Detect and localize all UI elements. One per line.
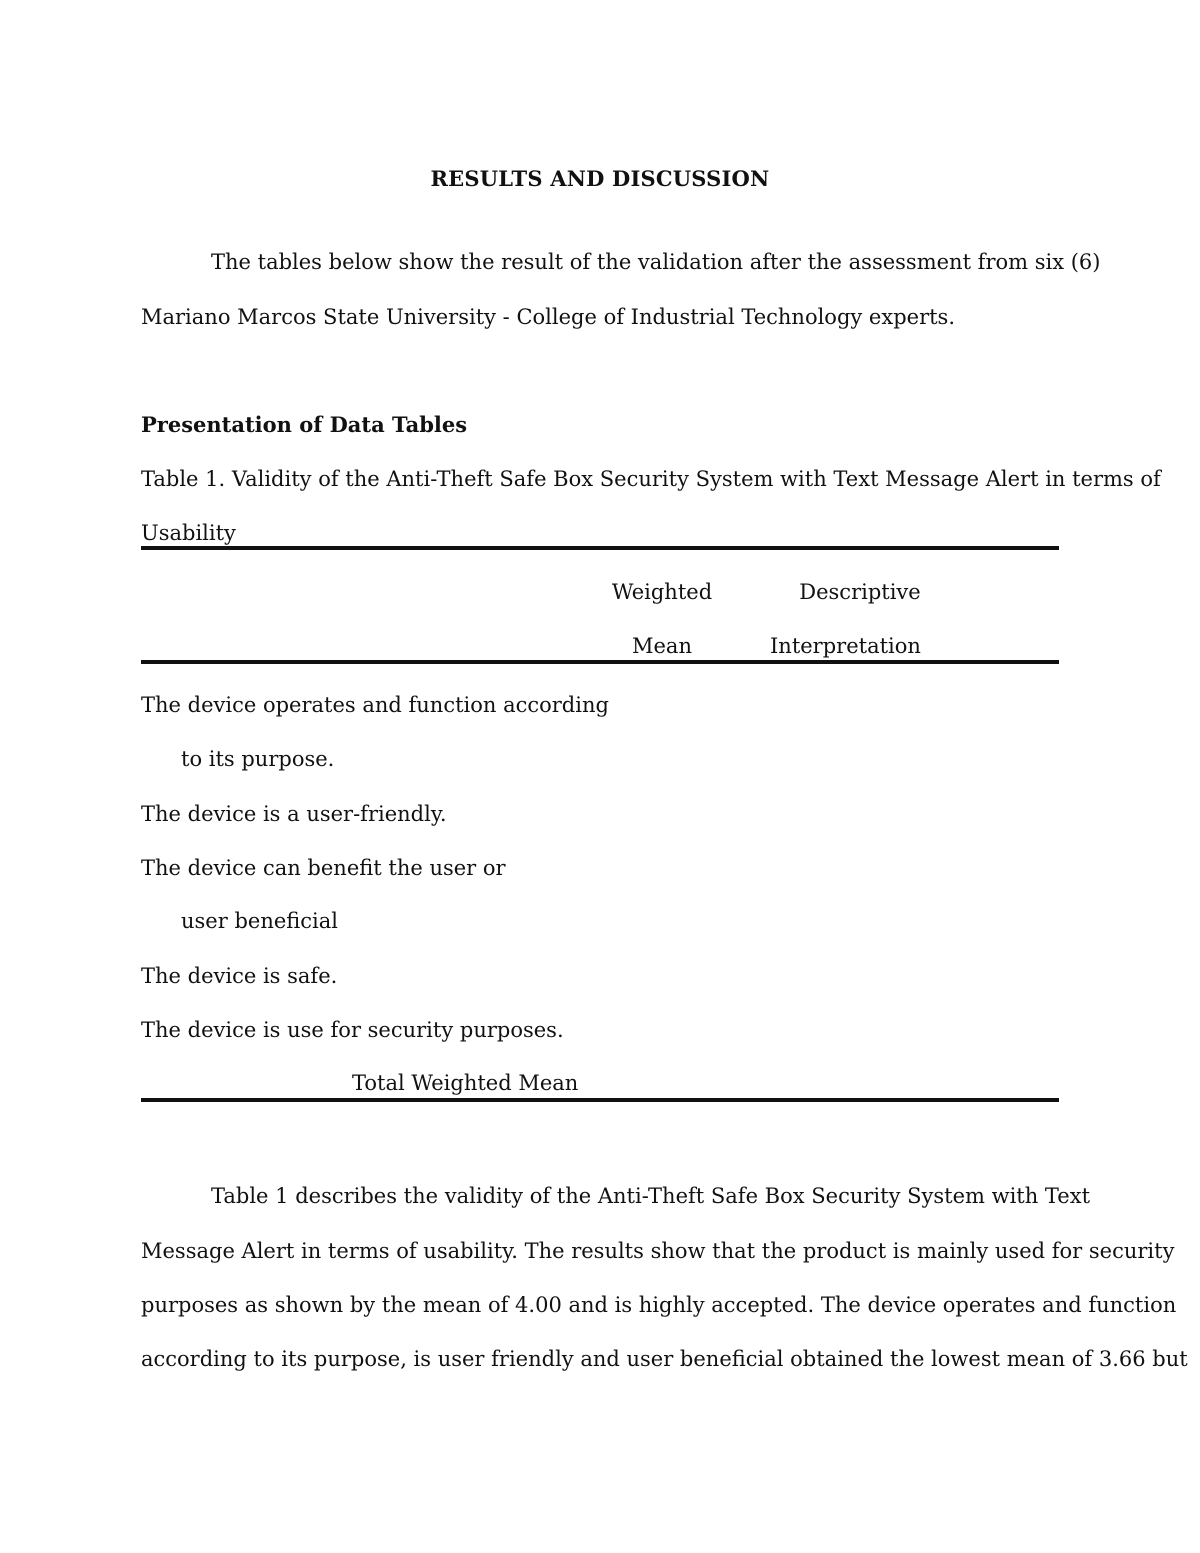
discussion-line-1: Table 1 describes the validity of the Anti-Theft Safe Box Security System with Text <box>211 1184 1091 1208</box>
intro-line-1: The tables below show the result of the validation after the assessment from six (6) <box>211 250 1101 274</box>
table-row-text: The device can benefit the user or <box>141 856 506 880</box>
table-row-text: to its purpose. <box>181 747 335 771</box>
total-weighted-mean-label: Total Weighted Mean <box>352 1071 579 1095</box>
col-weighted-mean-line-1: Weighted <box>611 580 713 604</box>
discussion-line-4: according to its purpose, is user friendly and user beneficial obtained the lowest mean of 3.66 but <box>141 1347 1188 1371</box>
table-row-text: user beneficial <box>181 909 338 933</box>
discussion-line-2: Message Alert in terms of usability. The results show that the product is mainly used for security <box>141 1239 1175 1263</box>
table-row-text: The device is use for security purposes. <box>141 1018 564 1042</box>
col-weighted-mean-line-2: Mean <box>632 634 692 658</box>
table-header-rule <box>141 660 1059 664</box>
table-bottom-rule <box>141 1098 1059 1102</box>
section-heading: Presentation of Data Tables <box>141 412 468 437</box>
col-descriptive-line-1: Descriptive <box>799 580 921 604</box>
page-title: RESULTS AND DISCUSSION <box>430 166 770 191</box>
table-caption-line-2: Usability <box>141 521 236 545</box>
discussion-line-3: purposes as shown by the mean of 4.00 and is highly accepted. The device operates and function <box>141 1293 1177 1317</box>
table-caption-line-1: Table 1. Validity of the Anti-Theft Safe Box Security System with Text Message Alert in terms of <box>141 467 1161 491</box>
table-row-text: The device is a user-friendly. <box>141 802 447 826</box>
table-row-text: The device is safe. <box>141 964 338 988</box>
col-descriptive-line-2: Interpretation <box>770 634 921 658</box>
intro-line-2: Mariano Marcos State University - College of Industrial Technology experts. <box>141 305 956 329</box>
table-top-rule <box>141 546 1059 550</box>
table-row-text: The device operates and function according <box>141 693 609 717</box>
